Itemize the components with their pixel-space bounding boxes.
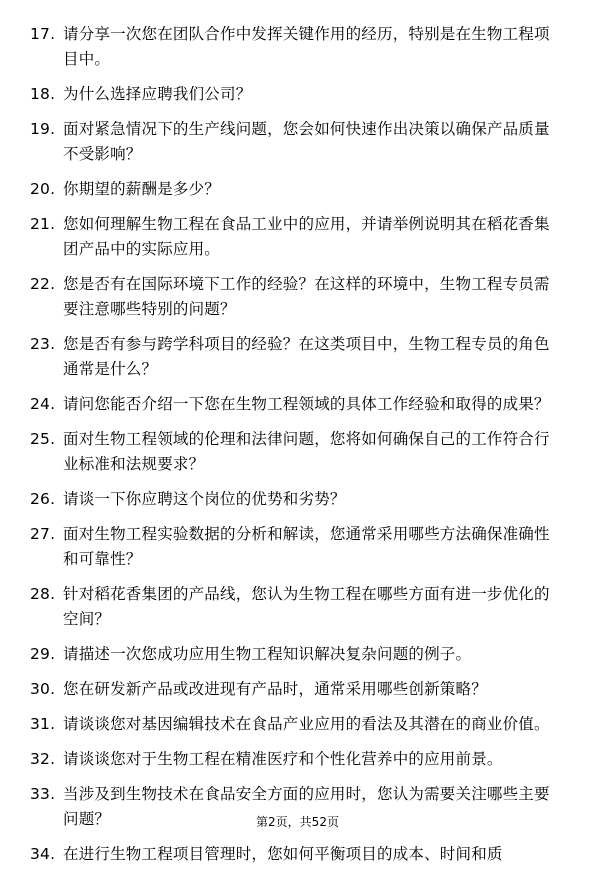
question-text: 请谈一下你应聘这个岗位的优势和劣势？ [63, 490, 346, 508]
question-text: 您在研发新产品或改进现有产品时，通常采用哪些创新策略？ [63, 680, 487, 698]
question-text: 为什么选择应聘我们公司？ [63, 85, 252, 103]
question-text: 您是否有在国际环境下工作的经验？在这样的环境中，生物工程专员需要注意哪些特别的问题？ [63, 275, 550, 318]
question-text: 请问您能否介绍一下您在生物工程领域的具体工作经验和取得的成果？ [63, 395, 550, 413]
question-text: 面对生物工程领域的伦理和法律问题，您将如何确保自己的工作符合行业标准和法规要求？ [63, 430, 550, 473]
page-footer: 第2页，共52页 [256, 815, 339, 829]
question-item [0, 82, 595, 107]
question-number: 27. [30, 525, 56, 543]
question-item [0, 522, 595, 572]
question-item [0, 212, 595, 262]
question-number: 26. [30, 490, 56, 508]
question-item [0, 677, 595, 702]
question-item [0, 582, 595, 632]
question-item [0, 117, 595, 167]
question-list [0, 22, 595, 877]
question-item [0, 642, 595, 667]
question-number: 32. [30, 750, 56, 768]
question-text: 请描述一次您成功应用生物工程知识解决复杂问题的例子。 [63, 645, 472, 663]
question-number: 25. [30, 430, 56, 448]
question-item [0, 22, 595, 72]
question-number: 31. [30, 715, 56, 733]
question-number: 17. [30, 25, 56, 43]
question-number: 18. [30, 85, 56, 103]
question-item [0, 747, 595, 772]
question-text: 你期望的薪酬是多少？ [63, 180, 221, 198]
question-item [0, 332, 595, 382]
question-item [0, 392, 595, 417]
question-text: 请谈谈您对于生物工程在精准医疗和个性化营养中的应用前景。 [63, 750, 503, 768]
question-item [0, 712, 595, 737]
question-text: 请分享一次您在团队合作中发挥关键作用的经历，特别是在生物工程项目中。 [63, 25, 550, 68]
question-number: 21. [30, 215, 56, 233]
question-number: 30. [30, 680, 56, 698]
question-text: 您是否有参与跨学科项目的经验？在这类项目中，生物工程专员的角色通常是什么？ [63, 335, 550, 378]
question-item [0, 272, 595, 322]
question-item [0, 177, 595, 202]
question-item [0, 427, 595, 477]
question-number: 23. [30, 335, 56, 353]
question-text: 当涉及到生物技术在食品安全方面的应用时，您认为需要关注哪些主要问题？ [63, 785, 550, 828]
question-number: 22. [30, 275, 56, 293]
question-number: 28. [30, 585, 56, 603]
question-text: 面对紧急情况下的生产线问题，您会如何快速作出决策以确保产品质量不受影响？ [63, 120, 550, 163]
question-number: 34. [30, 845, 56, 863]
question-number: 19. [30, 120, 56, 138]
question-text: 在进行生物工程项目管理时，您如何平衡项目的成本、时间和质 [63, 845, 503, 863]
question-item [0, 487, 595, 512]
question-number: 24. [30, 395, 56, 413]
question-text: 您如何理解生物工程在食品工业中的应用，并请举例说明其在稻花香集团产品中的实际应用。 [63, 215, 550, 258]
question-number: 29. [30, 645, 56, 663]
question-number: 20. [30, 180, 56, 198]
question-text: 面对生物工程实验数据的分析和解读，您通常采用哪些方法确保准确性和可靠性？ [63, 525, 550, 568]
question-text: 请谈谈您对基因编辑技术在食品产业应用的看法及其潜在的商业价值。 [63, 715, 550, 733]
question-item [0, 842, 595, 867]
question-number: 33. [30, 785, 56, 803]
question-text: 针对稻花香集团的产品线，您认为生物工程在哪些方面有进一步优化的空间？ [63, 585, 550, 628]
